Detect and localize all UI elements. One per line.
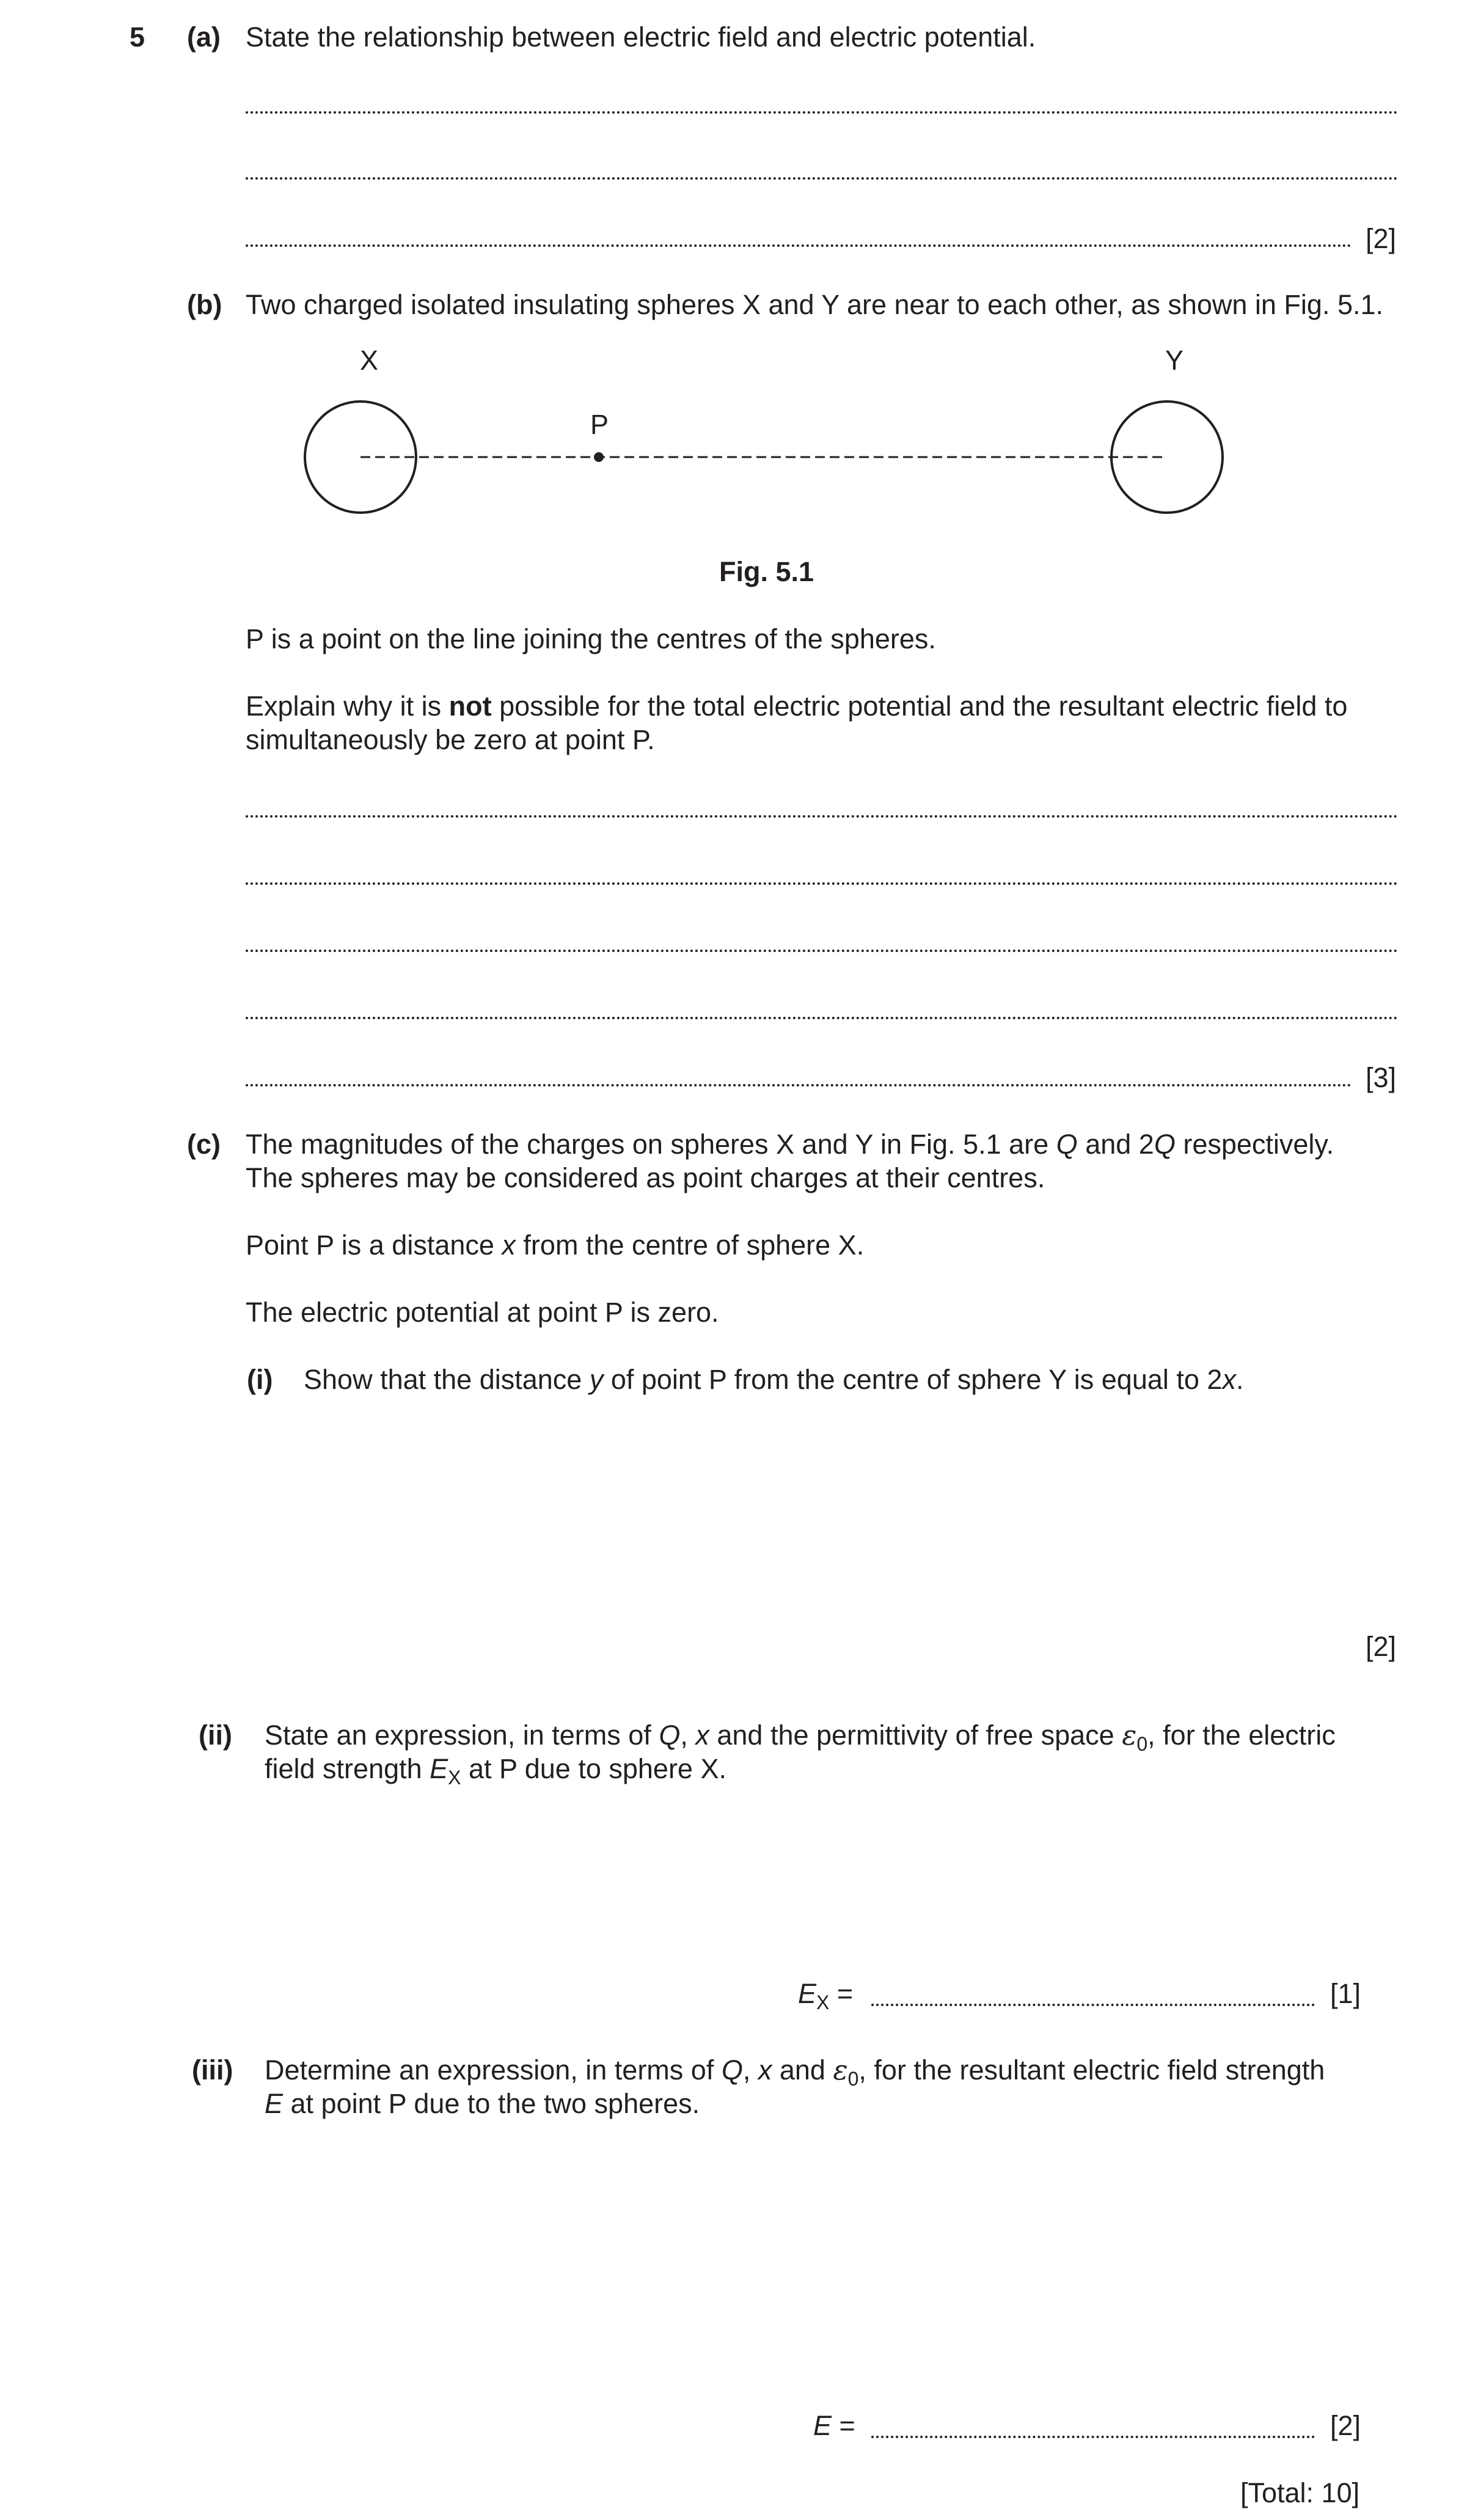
- iii-q: Q: [721, 2054, 743, 2086]
- c-text-a: The magnitudes of the charges on spheres X and Y in Fig. 5.1 are: [246, 1129, 1056, 1160]
- ii-epsilon-sub: 0: [1136, 1733, 1148, 1755]
- part-b-question: Two charged isolated insulating spheres X and Y are near to each other, as shown in Fig. 5.1.: [246, 289, 1384, 320]
- sub-i-label: (i): [247, 1364, 273, 1395]
- ii-text-f: at P due to sphere X.: [461, 1753, 726, 1784]
- iii-answer-e: E: [813, 2410, 832, 2441]
- ii-q: Q: [659, 1720, 681, 1751]
- ii-text-e: field strength: [265, 1753, 430, 1784]
- sub-iii-label: (iii): [192, 2054, 233, 2086]
- i-text-b: of point P from the centre of sphere Y is equal to 2: [603, 1364, 1223, 1395]
- ii-e-sub: X: [448, 1767, 461, 1789]
- sub-i-question: [304, 1363, 1243, 1396]
- iii-x: x: [758, 2054, 772, 2086]
- explain-not: not: [448, 690, 492, 722]
- sub-i-marks: [2]: [1366, 1631, 1397, 1662]
- c-q: Q: [1056, 1129, 1078, 1160]
- answer-line-a1[interactable]: [246, 111, 1398, 114]
- part-a-marks: [2]: [1366, 223, 1397, 254]
- ii-epsilon: ε: [1122, 1719, 1137, 1751]
- answer-line-a3[interactable]: [246, 244, 1352, 247]
- ii-text-c: and the permittivity of free space: [709, 1720, 1122, 1751]
- iii-answer-eq: =: [832, 2410, 855, 2441]
- sub-ii-answer-line[interactable]: [871, 2004, 1315, 2006]
- iii-text-e: at point P due to the two spheres.: [283, 2088, 700, 2119]
- c-text-c: respectively.: [1175, 1129, 1334, 1160]
- sub-iii-line-2: [265, 2087, 700, 2120]
- figure-caption: Fig. 5.1: [719, 556, 814, 587]
- sub-ii-label: (ii): [199, 1720, 232, 1751]
- answer-line-b4[interactable]: [246, 1017, 1398, 1019]
- iii-text-b: ,: [742, 2054, 758, 2086]
- part-c-label: (c): [187, 1129, 221, 1160]
- dist-text-b: from the centre of sphere X.: [515, 1229, 865, 1261]
- point-p-label: P: [590, 409, 609, 440]
- ii-text-b: ,: [680, 1720, 696, 1751]
- explain-line-1: [246, 690, 1347, 723]
- answer-line-b5[interactable]: [246, 1084, 1352, 1086]
- ii-e: E: [430, 1753, 448, 1784]
- question-number: 5: [130, 21, 145, 53]
- iii-epsilon-sub: 0: [847, 2068, 859, 2090]
- answer-line-b3[interactable]: [246, 950, 1398, 952]
- sub-ii-line-2: [265, 1753, 726, 1789]
- iii-text-d: , for the resultant electric field strength: [858, 2054, 1325, 2086]
- ii-answer-e: E: [798, 1978, 817, 2009]
- iii-e: E: [265, 2088, 284, 2119]
- i-y: y: [589, 1364, 604, 1395]
- ii-answer-eq: =: [829, 1978, 854, 2009]
- point-p: [594, 452, 604, 462]
- total-marks: [Total: 10]: [1240, 2477, 1360, 2508]
- explain-text-1: Explain why it is: [246, 690, 449, 722]
- iii-epsilon: ε: [833, 2054, 848, 2086]
- part-b-label: (b): [187, 289, 222, 320]
- sub-ii-line-1: [265, 1719, 1336, 1755]
- p-definition: P is a point on the line joining the centres of the spheres.: [246, 623, 936, 654]
- part-a-question: State the relationship between electric field and electric potential.: [246, 21, 1036, 53]
- answer-line-b1[interactable]: [246, 815, 1398, 818]
- part-c-distance: [246, 1229, 864, 1262]
- i-x: x: [1222, 1364, 1236, 1395]
- part-a-label: (a): [187, 21, 221, 53]
- sub-iii-answer-line[interactable]: [871, 2436, 1315, 2438]
- answer-line-a2[interactable]: [246, 177, 1398, 180]
- i-text-a: Show that the distance: [304, 1364, 590, 1395]
- iii-text-a: Determine an expression, in terms of: [265, 2054, 722, 2086]
- dist-x: x: [502, 1229, 516, 1261]
- sub-ii-marks: [1]: [1330, 1978, 1361, 2009]
- sphere-y-label: Y: [1165, 345, 1184, 376]
- answer-line-b2[interactable]: [246, 882, 1398, 885]
- part-b-marks: [3]: [1366, 1062, 1397, 1093]
- sub-iii-marks: [2]: [1330, 2410, 1361, 2441]
- part-c-potential: The electric potential at point P is zero.: [246, 1297, 719, 1328]
- explain-text-2: possible for the total electric potential and the resultant electric field to: [491, 690, 1348, 722]
- sphere-x-label: X: [360, 345, 379, 376]
- ii-answer-sub: X: [816, 1991, 830, 2013]
- sub-iii-line-1: [265, 2054, 1325, 2090]
- ii-text-a: State an expression, in terms of: [265, 1720, 659, 1751]
- ii-text-d: , for the electric: [1147, 1720, 1336, 1751]
- sub-ii-answer-label: [798, 1977, 854, 2013]
- part-c-line-2: The spheres may be considered as point charges at their centres.: [246, 1162, 1045, 1193]
- ii-x: x: [695, 1720, 709, 1751]
- explain-line-2: simultaneously be zero at point P.: [246, 724, 655, 755]
- iii-text-c: and: [772, 2054, 833, 2086]
- dist-text-a: Point P is a distance: [246, 1229, 502, 1261]
- c-q2: Q: [1154, 1129, 1176, 1160]
- sub-iii-answer-label: [813, 2409, 855, 2442]
- part-c-line-1: [246, 1128, 1334, 1161]
- c-text-b: and 2: [1077, 1129, 1154, 1160]
- figure-5-1: [281, 342, 1234, 526]
- i-text-c: .: [1235, 1364, 1244, 1395]
